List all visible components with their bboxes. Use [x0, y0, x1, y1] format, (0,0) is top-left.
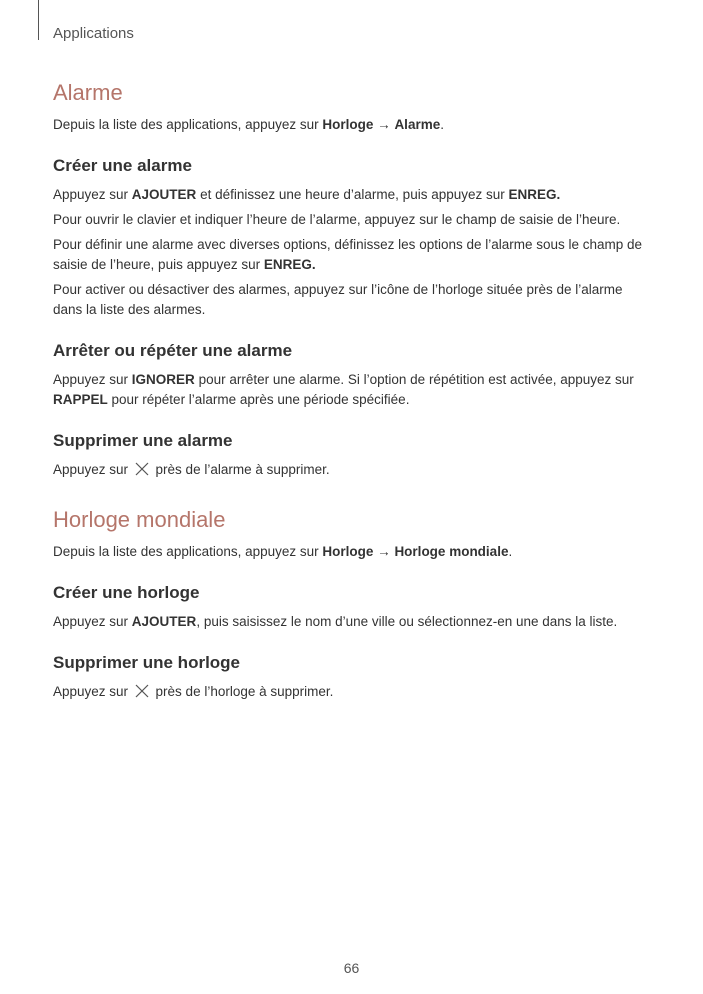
create-alarm-p1 [53, 185, 653, 205]
close-x-icon [134, 683, 150, 699]
text: , puis saisissez le nom d’une ville ou sélectionnez-en une dans la liste. [196, 614, 618, 629]
text: pour répéter l’alarme après une période spécifiée. [107, 392, 410, 407]
delete-clock-p1 [53, 682, 653, 702]
page-content [53, 80, 653, 707]
keyword: AJOUTER [131, 614, 197, 629]
text: près de l’horloge à supprimer. [151, 684, 334, 699]
text: Appuyez sur [53, 462, 132, 477]
running-header: Applications [53, 25, 134, 42]
intro-text: Depuis la liste des applications, appuyez sur [53, 117, 323, 132]
text: pour arrêter une alarme. Si l’option de répétition est activée, appuyez sur [194, 372, 634, 387]
text: et définissez une heure d’alarme, puis appuyez sur [196, 187, 509, 202]
close-x-icon [134, 461, 150, 477]
keyword: IGNORER [131, 372, 195, 387]
subtitle-delete-alarm: Supprimer une alarme [53, 431, 233, 450]
page-number: 66 [343, 960, 360, 976]
create-alarm-p2: Pour ouvrir le clavier et indiquer l’heure de l’alarme, appuyez sur le champ de saisie de l’heure. [53, 212, 621, 227]
text: Appuyez sur [53, 614, 132, 629]
menu-item: Alarme [394, 117, 441, 132]
arrow: → [373, 544, 395, 559]
margin-rule [38, 0, 39, 40]
intro-text: Depuis la liste des applications, appuyez sur [53, 544, 323, 559]
keyword: RAPPEL [53, 392, 108, 407]
create-clock-p1 [53, 612, 653, 632]
punct: . [508, 544, 513, 559]
text: Appuyez sur [53, 187, 132, 202]
stop-alarm-p1 [53, 370, 653, 410]
keyword: ENREG. [508, 187, 561, 202]
text: Pour définir une alarme avec diverses options, définissez les options de l’alarme sous le champ de saisie de l’heure, puis appuyez sur [53, 237, 643, 272]
menu-item: Horloge mondiale [394, 544, 509, 559]
keyword: AJOUTER [131, 187, 197, 202]
section-title-world-clock: Horloge mondiale [53, 507, 226, 532]
subtitle-create-clock: Créer une horloge [53, 583, 200, 602]
alarme-intro [53, 115, 653, 135]
app-name: Horloge [322, 117, 374, 132]
create-alarm-p3 [53, 235, 653, 275]
arrow: → [373, 117, 395, 132]
subtitle-stop-alarm: Arrêter ou répéter une alarme [53, 341, 293, 360]
keyword: ENREG. [263, 257, 316, 272]
delete-alarm-p1 [53, 460, 653, 480]
subtitle-create-alarm: Créer une alarme [53, 156, 192, 175]
text: Appuyez sur [53, 684, 132, 699]
create-alarm-p4: Pour activer ou désactiver des alarmes, appuyez sur l’icône de l’horloge située près de l’alarme dans la liste des alarmes. [53, 282, 623, 317]
section-title-alarme: Alarme [53, 80, 123, 105]
text: Appuyez sur [53, 372, 132, 387]
subtitle-delete-clock: Supprimer une horloge [53, 653, 241, 672]
world-clock-intro [53, 542, 653, 562]
punct: . [440, 117, 444, 132]
text: près de l’alarme à supprimer. [151, 462, 330, 477]
app-name: Horloge [322, 544, 374, 559]
